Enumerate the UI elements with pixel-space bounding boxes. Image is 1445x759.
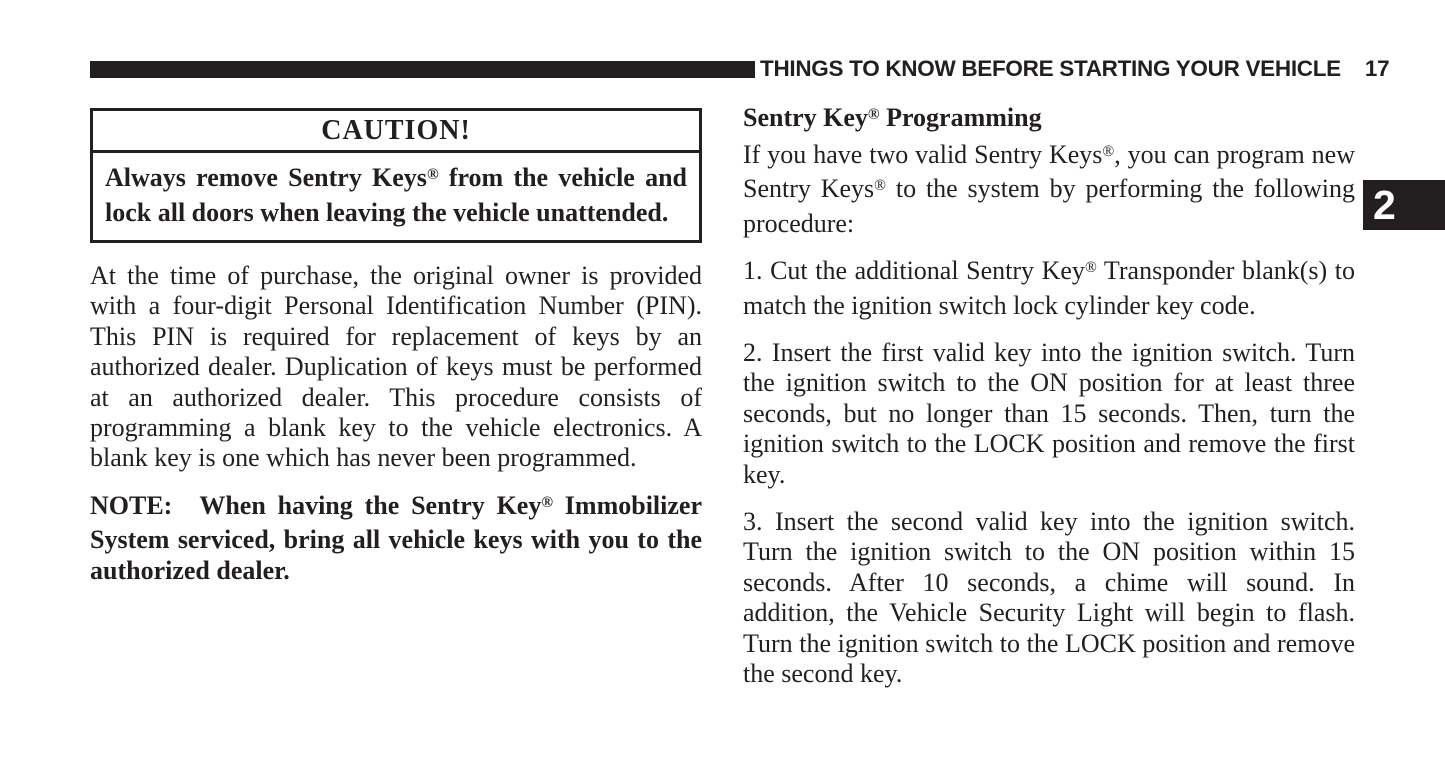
note-paragraph bbox=[90, 491, 702, 586]
header-rule-bar bbox=[90, 61, 755, 78]
caution-title: CAUTION! bbox=[93, 111, 699, 153]
left-column bbox=[90, 108, 702, 586]
right-column bbox=[743, 103, 1355, 690]
page-number: 17 bbox=[1364, 56, 1390, 81]
caution-body: Always remove Sentry Keys® from the vehicle and lock all doors when leaving the vehicle unattended. bbox=[105, 163, 687, 227]
intro-paragraph: If you have two valid Sentry Keys®, you can program new Sentry Keys® to the system by performing the following procedure: bbox=[743, 140, 1355, 238]
chapter-tab-number: 2 bbox=[1373, 182, 1396, 228]
page-header bbox=[760, 56, 1390, 82]
section-heading: Sentry Key® Programming bbox=[743, 103, 1042, 132]
pin-paragraph: At the time of purchase, the original owner is provided with a four-digit Personal Identification Number (PIN). This PIN is required for replacement of keys by an authorized dealer. Duplication of keys must be performed at an authorized dealer. This procedure consists of programming a blank key to the vehicle electronics. A blank key is one which has never been programmed. bbox=[90, 261, 702, 473]
step-item-1: 1. Cut the additional Sentry Key® Transponder blank(s) to match the ignition switch lock cylinder key code. bbox=[743, 256, 1355, 320]
note-text: When having the Sentry Key® Immobilizer System serviced, bring all vehicle keys with you to the authorized dealer. bbox=[90, 490, 702, 585]
caution-box bbox=[90, 108, 702, 243]
note-label: NOTE: bbox=[90, 490, 173, 520]
step-item-3: 3. Insert the second valid key into the ignition switch. Turn the ignition switch to the ON position within 15 seconds. After 10 seconds, a chime will sound. In addition, the Vehicle Security Light will begin to flash. Turn the ignition switch to the LOCK position and remove the second key. bbox=[743, 507, 1355, 689]
header-title-text: THINGS TO KNOW BEFORE STARTING YOUR VEHICLE bbox=[760, 56, 1341, 81]
step-item-2: 2. Insert the first valid key into the ignition switch. Turn the ignition switch to the ON position for at least three seconds, but no longer than 15 seconds. Then, turn the ignition switch to the LOCK position and remove the first key. bbox=[743, 338, 1355, 489]
chapter-tab bbox=[1363, 180, 1445, 230]
